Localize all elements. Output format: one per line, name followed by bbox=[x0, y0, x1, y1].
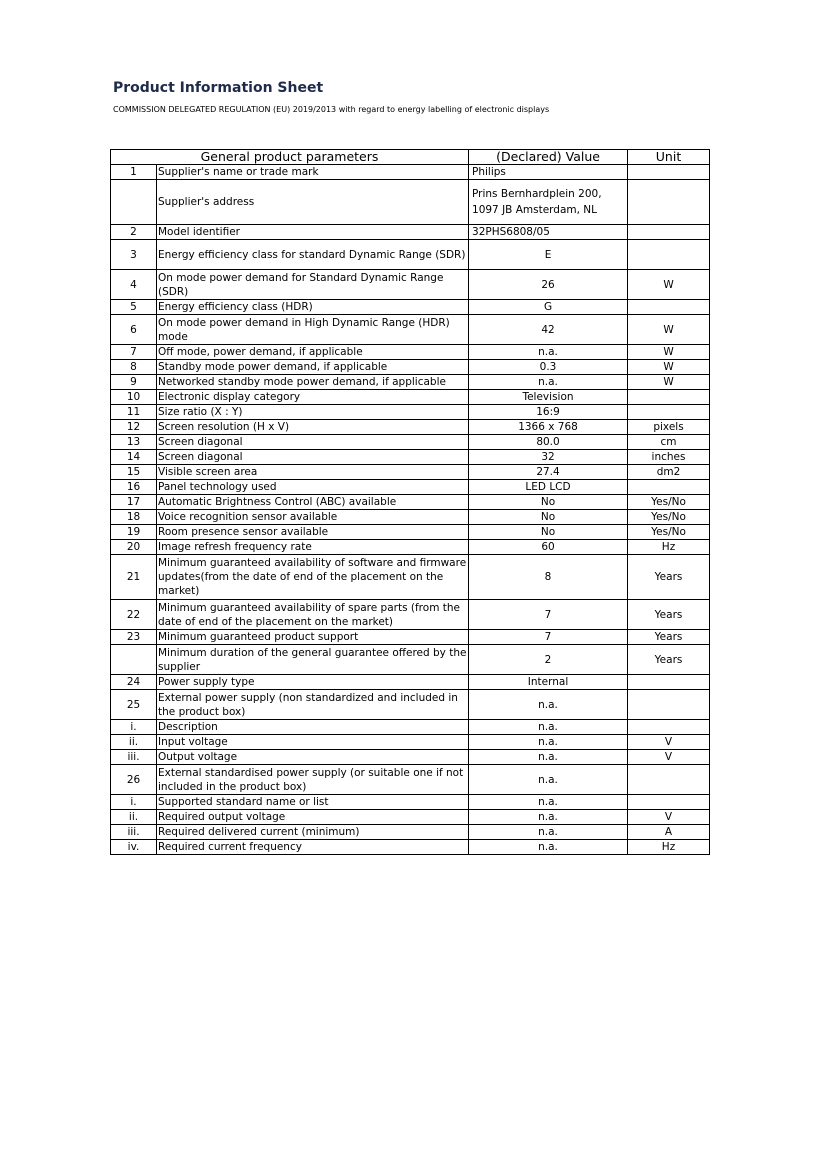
declared-value: 32 bbox=[469, 450, 628, 465]
table-row bbox=[111, 720, 710, 735]
parameter-label: Standby mode power demand, if applicable bbox=[157, 360, 469, 375]
declared-value: n.a. bbox=[469, 825, 628, 840]
declared-value: n.a. bbox=[469, 795, 628, 810]
declared-value: n.a. bbox=[469, 840, 628, 855]
parameter-label: Electronic display category bbox=[157, 390, 469, 405]
table-row bbox=[111, 690, 710, 720]
parameter-label: Output voltage bbox=[157, 750, 469, 765]
parameter-label: On mode power demand in High Dynamic Range (HDR) mode bbox=[157, 315, 469, 345]
declared-value: 2 bbox=[469, 645, 628, 675]
parameter-label: Size ratio (X : Y) bbox=[157, 405, 469, 420]
unit bbox=[628, 480, 710, 495]
unit bbox=[628, 405, 710, 420]
row-number: 20 bbox=[111, 540, 157, 555]
unit: W bbox=[628, 315, 710, 345]
unit: cm bbox=[628, 435, 710, 450]
row-number bbox=[111, 645, 157, 675]
unit: Years bbox=[628, 645, 710, 675]
row-number: 11 bbox=[111, 405, 157, 420]
row-number bbox=[111, 180, 157, 225]
product-info-table bbox=[110, 149, 710, 855]
column-header-unit: Unit bbox=[628, 150, 710, 165]
parameter-label: Minimum guaranteed availability of spare parts (from the date of end of the placement on the market) bbox=[157, 600, 469, 630]
row-number: iii. bbox=[111, 825, 157, 840]
declared-value: E bbox=[469, 240, 628, 270]
unit bbox=[628, 180, 710, 225]
declared-value: No bbox=[469, 495, 628, 510]
declared-value: 80.0 bbox=[469, 435, 628, 450]
parameter-label: Supported standard name or list bbox=[157, 795, 469, 810]
declared-value: 16:9 bbox=[469, 405, 628, 420]
row-number: i. bbox=[111, 720, 157, 735]
regulation-subtitle: COMMISSION DELEGATED REGULATION (EU) 2019/2013 with regard to energy labelling of electronic displays bbox=[113, 105, 550, 114]
table-row bbox=[111, 840, 710, 855]
table-row bbox=[111, 495, 710, 510]
row-number: 26 bbox=[111, 765, 157, 795]
table-row bbox=[111, 795, 710, 810]
row-number: 5 bbox=[111, 300, 157, 315]
unit bbox=[628, 165, 710, 180]
table-row bbox=[111, 360, 710, 375]
row-number: ii. bbox=[111, 735, 157, 750]
declared-value: n.a. bbox=[469, 810, 628, 825]
row-number: iv. bbox=[111, 840, 157, 855]
declared-value: n.a. bbox=[469, 690, 628, 720]
table-row bbox=[111, 750, 710, 765]
row-number: 10 bbox=[111, 390, 157, 405]
unit: W bbox=[628, 270, 710, 300]
table-row bbox=[111, 240, 710, 270]
parameter-label: Room presence sensor available bbox=[157, 525, 469, 540]
table-row bbox=[111, 810, 710, 825]
unit: Years bbox=[628, 630, 710, 645]
unit: inches bbox=[628, 450, 710, 465]
declared-value: 1366 x 768 bbox=[469, 420, 628, 435]
row-number: 18 bbox=[111, 510, 157, 525]
row-number: iii. bbox=[111, 750, 157, 765]
parameter-label: Minimum guaranteed product support bbox=[157, 630, 469, 645]
parameter-label: Model identifier bbox=[157, 225, 469, 240]
declared-value: Internal bbox=[469, 675, 628, 690]
parameter-label: Networked standby mode power demand, if applicable bbox=[157, 375, 469, 390]
table-row bbox=[111, 165, 710, 180]
table-row bbox=[111, 465, 710, 480]
parameter-label: Voice recognition sensor available bbox=[157, 510, 469, 525]
unit bbox=[628, 240, 710, 270]
declared-value bbox=[469, 180, 628, 225]
unit bbox=[628, 675, 710, 690]
declared-value: 7 bbox=[469, 630, 628, 645]
declared-value: LED LCD bbox=[469, 480, 628, 495]
row-number: 2 bbox=[111, 225, 157, 240]
table-row bbox=[111, 435, 710, 450]
row-number: 25 bbox=[111, 690, 157, 720]
declared-value: Television bbox=[469, 390, 628, 405]
unit bbox=[628, 795, 710, 810]
declared-value: n.a. bbox=[469, 720, 628, 735]
row-number: 17 bbox=[111, 495, 157, 510]
row-number: 8 bbox=[111, 360, 157, 375]
parameter-label: Supplier's address bbox=[157, 180, 469, 225]
parameter-label: Minimum guaranteed availability of software and firmware updates(from the date of end of the placement on the market) bbox=[157, 555, 469, 600]
page-title: Product Information Sheet bbox=[113, 80, 324, 96]
address-line-2: 1097 JB Amsterdam, NL bbox=[472, 204, 598, 216]
table-body bbox=[111, 165, 710, 855]
declared-value: 26 bbox=[469, 270, 628, 300]
declared-value: n.a. bbox=[469, 750, 628, 765]
parameter-label: Screen diagonal bbox=[157, 435, 469, 450]
table-row bbox=[111, 645, 710, 675]
table-row bbox=[111, 540, 710, 555]
unit bbox=[628, 225, 710, 240]
table-row bbox=[111, 480, 710, 495]
column-header-parameters: General product parameters bbox=[111, 150, 469, 165]
row-number: 15 bbox=[111, 465, 157, 480]
row-number: 24 bbox=[111, 675, 157, 690]
parameter-label: Description bbox=[157, 720, 469, 735]
unit: A bbox=[628, 825, 710, 840]
parameter-label: Energy efficiency class for standard Dynamic Range (SDR) bbox=[157, 240, 469, 270]
declared-value: n.a. bbox=[469, 375, 628, 390]
table-row bbox=[111, 345, 710, 360]
unit: Yes/No bbox=[628, 510, 710, 525]
declared-value: 27.4 bbox=[469, 465, 628, 480]
unit bbox=[628, 300, 710, 315]
row-number: 12 bbox=[111, 420, 157, 435]
row-number: 13 bbox=[111, 435, 157, 450]
parameter-label: Supplier's name or trade mark bbox=[157, 165, 469, 180]
unit: Yes/No bbox=[628, 495, 710, 510]
row-number: 21 bbox=[111, 555, 157, 600]
declared-value: n.a. bbox=[469, 345, 628, 360]
unit: dm2 bbox=[628, 465, 710, 480]
declared-value: G bbox=[469, 300, 628, 315]
table-row bbox=[111, 630, 710, 645]
unit: Yes/No bbox=[628, 525, 710, 540]
row-number: 1 bbox=[111, 165, 157, 180]
parameter-label: Automatic Brightness Control (ABC) available bbox=[157, 495, 469, 510]
unit: W bbox=[628, 360, 710, 375]
table-row bbox=[111, 675, 710, 690]
table-row bbox=[111, 600, 710, 630]
table-row bbox=[111, 180, 710, 225]
row-number: 14 bbox=[111, 450, 157, 465]
table-row bbox=[111, 765, 710, 795]
table-header-row bbox=[111, 150, 710, 165]
table-row bbox=[111, 420, 710, 435]
table-row bbox=[111, 405, 710, 420]
parameter-label: External power supply (non standardized and included in the product box) bbox=[157, 690, 469, 720]
row-number: 4 bbox=[111, 270, 157, 300]
table-row bbox=[111, 555, 710, 600]
table-row bbox=[111, 300, 710, 315]
parameter-label: Required current frequency bbox=[157, 840, 469, 855]
declared-value: 0.3 bbox=[469, 360, 628, 375]
parameter-label: Screen diagonal bbox=[157, 450, 469, 465]
declared-value: No bbox=[469, 510, 628, 525]
table-row bbox=[111, 525, 710, 540]
row-number: i. bbox=[111, 795, 157, 810]
parameter-label: Required output voltage bbox=[157, 810, 469, 825]
row-number: 9 bbox=[111, 375, 157, 390]
unit bbox=[628, 765, 710, 795]
table-row bbox=[111, 390, 710, 405]
unit: V bbox=[628, 810, 710, 825]
unit: pixels bbox=[628, 420, 710, 435]
unit bbox=[628, 720, 710, 735]
row-number: 6 bbox=[111, 315, 157, 345]
unit: Hz bbox=[628, 540, 710, 555]
row-number: 3 bbox=[111, 240, 157, 270]
column-header-value: (Declared) Value bbox=[469, 150, 628, 165]
row-number: 23 bbox=[111, 630, 157, 645]
table-row bbox=[111, 375, 710, 390]
unit: V bbox=[628, 750, 710, 765]
declared-value: 60 bbox=[469, 540, 628, 555]
table-row bbox=[111, 825, 710, 840]
declared-value: No bbox=[469, 525, 628, 540]
table-row bbox=[111, 315, 710, 345]
table-row bbox=[111, 450, 710, 465]
table-row bbox=[111, 225, 710, 240]
parameter-label: Image refresh frequency rate bbox=[157, 540, 469, 555]
parameter-label: Screen resolution (H x V) bbox=[157, 420, 469, 435]
parameter-label: Visible screen area bbox=[157, 465, 469, 480]
declared-value: 42 bbox=[469, 315, 628, 345]
declared-value: Philips bbox=[469, 165, 628, 180]
unit: V bbox=[628, 735, 710, 750]
parameter-label: Input voltage bbox=[157, 735, 469, 750]
unit: W bbox=[628, 345, 710, 360]
table-row bbox=[111, 510, 710, 525]
unit: W bbox=[628, 375, 710, 390]
unit: Years bbox=[628, 555, 710, 600]
address-line-1: Prins Bernhardplein 200, bbox=[472, 188, 602, 200]
parameter-label: Panel technology used bbox=[157, 480, 469, 495]
parameter-label: External standardised power supply (or suitable one if not included in the product box) bbox=[157, 765, 469, 795]
unit: Hz bbox=[628, 840, 710, 855]
row-number: 7 bbox=[111, 345, 157, 360]
row-number: 22 bbox=[111, 600, 157, 630]
table-row bbox=[111, 735, 710, 750]
row-number: ii. bbox=[111, 810, 157, 825]
parameter-label: Energy efficiency class (HDR) bbox=[157, 300, 469, 315]
unit bbox=[628, 390, 710, 405]
row-number: 16 bbox=[111, 480, 157, 495]
declared-value: 8 bbox=[469, 555, 628, 600]
unit bbox=[628, 690, 710, 720]
parameter-label: Off mode, power demand, if applicable bbox=[157, 345, 469, 360]
declared-value: n.a. bbox=[469, 735, 628, 750]
row-number: 19 bbox=[111, 525, 157, 540]
parameter-label: Minimum duration of the general guarantee offered by the supplier bbox=[157, 645, 469, 675]
parameter-label: Power supply type bbox=[157, 675, 469, 690]
parameter-label: On mode power demand for Standard Dynamic Range (SDR) bbox=[157, 270, 469, 300]
declared-value: n.a. bbox=[469, 765, 628, 795]
unit: Years bbox=[628, 600, 710, 630]
declared-value: 32PHS6808/05 bbox=[469, 225, 628, 240]
table-row bbox=[111, 270, 710, 300]
declared-value: 7 bbox=[469, 600, 628, 630]
parameter-label: Required delivered current (minimum) bbox=[157, 825, 469, 840]
